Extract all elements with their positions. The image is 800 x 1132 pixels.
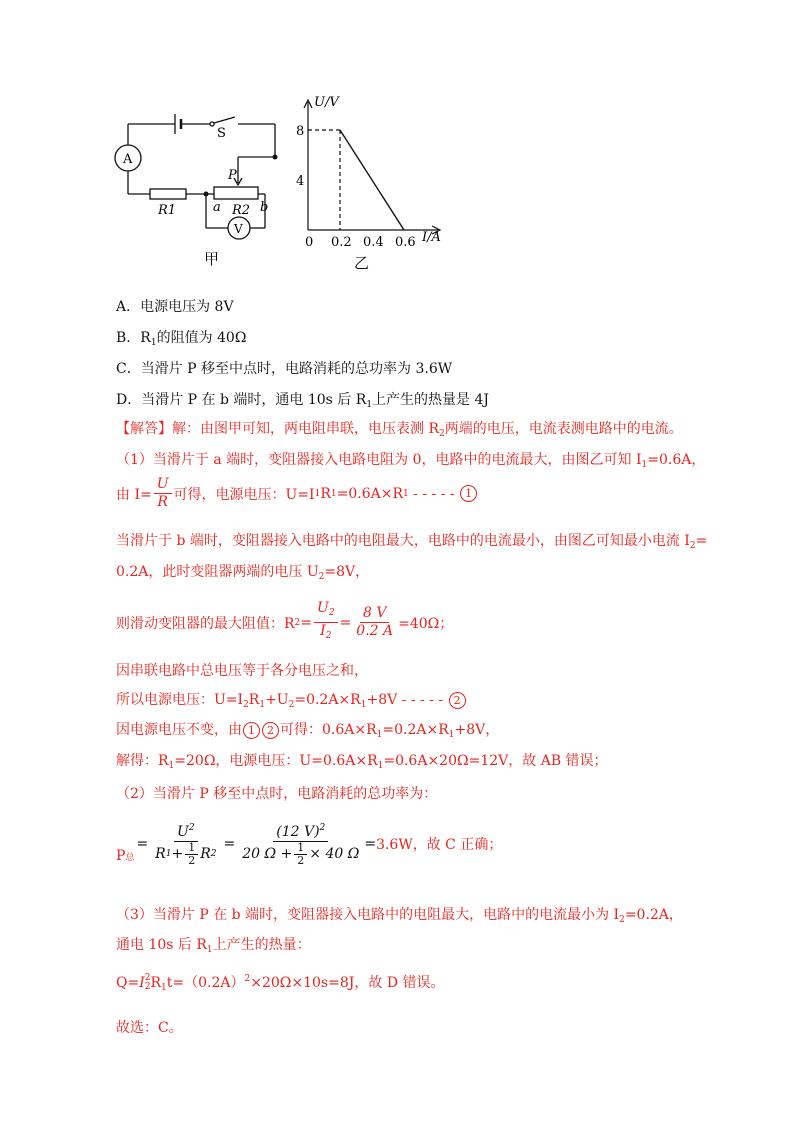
x-tick-label: 0.6 [395,235,416,250]
step1-line6: 因串联电路中总电压等于各分电压之和， [116,663,368,679]
step1-line7: 所以电源电压：$U=I_2R_1+U_2=0.2A\times R_1+8V$ - - - - - 2 [116,689,467,710]
switch-label: S [217,126,226,141]
circle-marker-2: 2 [449,692,466,709]
y-axis-label: U/V [314,95,339,110]
r1-label: R1 [158,203,177,218]
end-a-label: a [213,200,221,215]
step1-line1: （1）当滑片于 a 端时，变阻器接入电路电阻为 0，电路中的电流最大，由图乙可知 $I_1=0.6A$， [116,452,706,470]
graph-caption: 乙 [354,254,370,272]
x-tick-label: 0 [305,235,314,250]
step1-line3: 当滑片于 b 端时，变阻器接入电路中的电阻最大，电路中的电流最小，由图乙可知最小电流 $I_2=$ [116,533,708,551]
r2-label: R2 [232,203,251,218]
series-line [340,130,404,230]
step1-line5: 则滑动变阻器的最大阻值：R 2 = $\frac{U_2}{I_2}$ = $\frac{8 V}{0.2 A}$ =40Ω； [116,600,454,641]
circle-marker-1: 1 [460,485,477,502]
solution-intro: 【解答】解：由图甲可知，两电阻串联，电压表测 $R_2$两端的电压，电流表测电路中的电流。 [116,421,683,439]
circuit-diagram [100,90,290,270]
x-axis-label: I/A [422,230,441,245]
step1-line4: 0.2A，此时变阻器两端的电压 $U_2=8V$， [116,564,370,582]
ammeter-label: A [123,152,133,167]
y-tick-label: 8 [296,124,305,139]
step2-line1: （2）当滑片 P 移至中点时，电路消耗的总功率为： [116,786,438,802]
resistor-r2 [214,187,258,199]
x-tick-label: 0.4 [363,235,384,250]
solution-tag: 【解答】 [116,421,172,437]
option-b: B．$R_1$的阻值为 40Ω [116,330,247,348]
resistor-r1 [150,189,186,199]
x-tick-label: 0.2 [331,235,352,250]
step1-line2: 由 I= $\frac{U}{R}$ 可得，电源电压：U=I 1 R 1 =0.6A×R 1 - - - - - 1 [116,476,478,511]
step3-line3: Q=I 2 2 $R_1t=(0.2A)^2\times 20\Omega\times 10s=8J$，故 D 错误。 [116,973,445,993]
step1-line8: 因电源电压不变，由 1 2 可得：$0.6A\times R_1=0.2A\times R_1+8V$， [116,722,500,740]
step2-formula: P总 = $U^2$ R 1 + $\frac{1}{2}$ R 2 = (12 V)$^2$ 20 Ω + $\frac{1}{2}$ × 40 Ω = 3.6W，故 C 正确； [116,820,502,867]
ui-graph [290,88,460,273]
option-d: D．当滑片 P 在 b 端时，通电 10s 后 $R_1$上产生的热量是 4J [116,392,490,410]
switch-contact [210,122,214,126]
y-tick-label: 4 [296,174,305,189]
switch-blade [214,117,235,123]
answer-line: 故选：C。 [116,1020,183,1036]
step3-line2: 通电 10s 后 $R_1$上产生的热量： [116,937,311,955]
step1-line9: 解得：$R_1=20\Omega$，电源电压：$U=0.6A\times R_1=0.6A\times 20\Omega=12V$，故 AB 错误； [116,753,608,771]
option-c: C．当滑片 P 移至中点时，电路消耗的总功率为 3.6W [116,361,453,377]
voltmeter-label: V [234,222,243,236]
slider-label: P [228,168,237,183]
option-a: A．电源电压为 8V [116,299,234,315]
end-b-label: b [260,200,269,215]
step3-line1: （3）当滑片 P 在 b 端时，变阻器接入电路中的电阻最大，电路中的电流最小为 $I_2=0.2A$， [116,907,683,925]
circuit-caption: 甲 [204,250,220,268]
